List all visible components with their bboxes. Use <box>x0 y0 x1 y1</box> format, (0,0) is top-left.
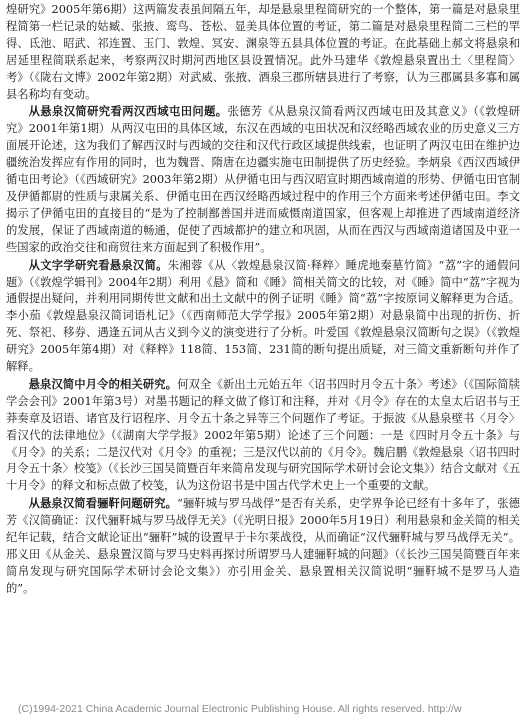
paragraph-heading: 从悬泉汉简看骊靬问题研究。 <box>28 497 178 511</box>
paragraph-li-qian <box>6 496 520 597</box>
paragraph-body: 朱湘蓉《从〈敦煌悬泉汉简·释粹〉睡虎地秦墓竹简》“荔”字的通假问题》（《敦煌学辑刊》2004年2期）利用《悬》简和《睡》简相关简文的比较，对《睡》简中“荔”字视为通假提出疑问，并利用同期传世文献和出土文献中的例子证明《睡》简“荔”字按原词义解释更为合适。李小茄《敦煌悬泉汉简词语札记》（《西南师范大学学报》2005年第2期）对悬泉简中出现的折伤、折死、祭祀、移券、遇逢五词从古义到今义的演变进行了分析。叶爱国《敦煌悬泉汉简断句之误》（《敦煌研究》2005年第4期）对《释粹》118简、153简、231简的断句提出质疑，对三简文重新断句并作了解释。 <box>6 258 520 374</box>
paragraph-tun-tian <box>6 104 520 256</box>
paragraph-body: 煌研究》2005年第6期）这两篇发表虽间隔五年，却是悬泉里程简研究的一个整体，第一篇是对悬泉里程简第一栏记录的姑臧、张掖、鸾鸟、苍松、显美具体位置的考证，第二篇是对悬泉里程简二三栏的䍐得、氐池、昭武、祁连置、玉门、敦煌、冥安、渊泉等五县具体位置的考证。在此基础上郝文将悬泉和居延里程简联系起来，考察两汉时期河西地区县设置情况。此外马建华《敦煌悬泉置出土〈里程简〉考》（《陇右文博》2002年第2期）对武威、张掖、酒泉三郡所辖县进行了考察，认为三郡属县多寡和属县名称均有变动。 <box>6 3 520 101</box>
article-body <box>6 2 520 598</box>
paragraph-wen-zi-xue <box>6 258 520 376</box>
paragraph-yue-ling <box>6 377 520 495</box>
paragraph-body: 张德芳《从悬泉汉简看两汉西域屯田及其意义》（《敦煌研究》2001年第1期）从两汉屯田的具体区域，东汉在西域的屯田状况和汉经略西域农业的历史意义三方面展开论述，这为我们了解西汉时与西域的交往和汉代行政区域提供线索，也证明了两汉屯田在维护边疆统治发挥应有作用的同时，也为魏晋、隋唐在边疆实施屯田制提供了历史经验。李炳泉《西汉西域伊循屯田考论》（《西域研究》2003年第2期）从伊循屯田与西汉昭宣时期西域南道的形势、伊循屯田官制及伊循都尉的性质与隶属关系、伊循屯田在西汉经略西域过程中的作用三个方面来考述伊循屯田。李文揭示了伊循屯田的直接目的“是为了控制鄯善国并进而威慑南道国家，但客观上却推进了西域南道经济的发展，保证了西域南道的畅通，促使了西域都护的建立和巩固，从而在西汉与西域南道诸国及中亚一些国家的政治交往和商贸往来方面起到了积极作用”。 <box>6 105 520 254</box>
paragraph-heading: 从悬泉汉简研究看两汉西域屯田问题。 <box>28 105 228 119</box>
paragraph-heading: 从文字学研究看悬泉汉简。 <box>28 258 168 272</box>
paragraph-body: “骊靬城与罗马战俘”是否有关系，史学界争论已经有十多年了，张德芳《汉简确证：汉代骊靬城与罗马战俘无关》（《光明日报》2000年5月19日）利用悬泉和金关简的相关纪年记载，结合文献论证出“骊靬”城的设置早于卡尔莱战役，从而确证“汉代骊靬城与罗马战俘无关”。邢义田《从金关、悬泉置汉简与罗马史料再探讨所谓罗马人建骊靬城的问题》（《长沙三国吴简暨百年来简帛发现与研究国际学术研讨会论文集》）亦引用金关、悬泉置相关汉简说明“骊靬城不是罗马人造的”。 <box>6 497 520 595</box>
copyright-footer: (C)1994-2021 China Academic Journal Electronic Publishing House. All rights reserved. http://w <box>18 703 462 715</box>
paragraph-body: 何双全《新出土元始五年〈诏书四时月令五十条〉考述》（《国际简牍学会会刊》2001年第3号）对墨书题记的释文做了修订和注释，并对《月令》存在的太皇太后诏书与王莽奏章及诏语、诸官及行诏程序、月令五十条之异等三个问题作了考证。于振波《从悬泉壁书〈月令〉看汉代的法律地位》（《湖南大学学报》2002年第5期）论述了三个问题：一是《四时月令五十条》与《月令》的关系；二是汉代对《月令》的重视；三是汉代以前的《月令》。魏启鹏《敦煌悬泉〈诏书四时月令五十条〉校笺》（《长沙三国吴简暨百年来简帛发现与研究国际学术研讨会论文集》）结合文献对《五十月令》的释文和标点做了校笺，认为这份诏书是中国古代学术史上一个重要的文献。 <box>6 377 521 493</box>
paragraph-heading: 悬泉汉简中月令的相关研究。 <box>28 377 178 391</box>
paragraph-li-cheng-jian <box>6 2 520 103</box>
